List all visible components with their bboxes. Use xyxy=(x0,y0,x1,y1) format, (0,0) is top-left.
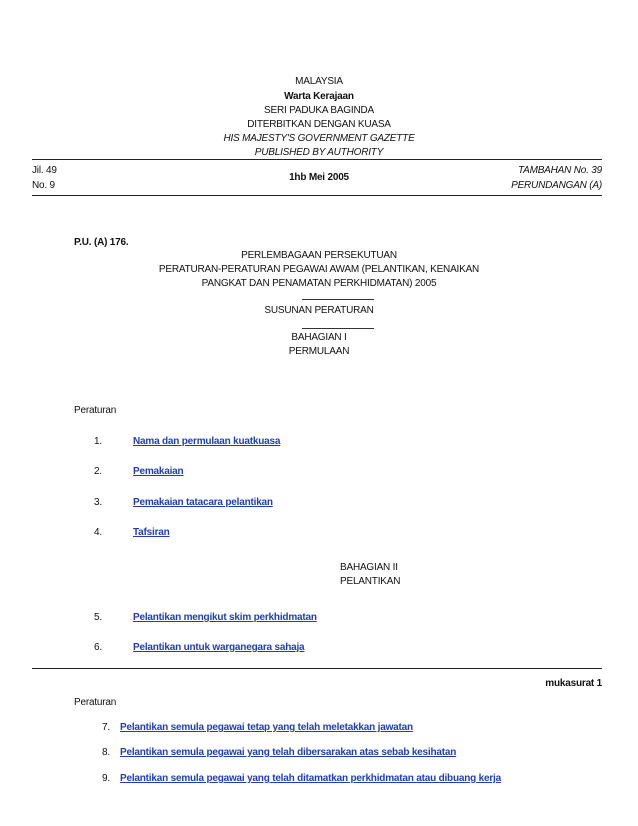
toc-item-number: 9. xyxy=(102,773,110,784)
part-2-name: PELANTIKAN xyxy=(340,576,401,587)
part-1-name: PERMULAAN xyxy=(288,346,350,357)
issue-category: PERUNDANGAN (A) xyxy=(511,180,602,191)
issue-date: 1hb Mei 2005 xyxy=(289,172,349,183)
toc-item-number: 2. xyxy=(94,466,102,477)
toc-link-6[interactable]: Pelantikan untuk warganegara sahaja xyxy=(133,642,305,653)
toc-link-9[interactable]: Pelantikan semula pegawai yang telah ditamatkan perkhidmatan atau dibuang kerja xyxy=(120,773,501,784)
toc-link-2[interactable]: Pemakaian xyxy=(133,466,184,477)
toc-link-4[interactable]: Tafsiran xyxy=(133,527,170,538)
document-title-3: PANGKAT DAN PENAMATAN PERKHIDMATAN) 2005 xyxy=(201,278,437,289)
page-break-rule xyxy=(32,668,602,669)
issue-volume: Jil. 49 xyxy=(32,165,57,176)
part-2-heading: BAHAGIAN II xyxy=(340,562,398,573)
toc-link-7[interactable]: Pelantikan semula pegawai tetap yang telah meletakkan jawatan xyxy=(120,722,413,733)
toc-link-5[interactable]: Pelantikan mengikut skim perkhidmatan xyxy=(133,612,317,623)
header-top-rule xyxy=(32,159,602,160)
part-1-heading: BAHAGIAN I xyxy=(291,332,347,343)
toc-link-1[interactable]: Nama dan permulaan kuatkuasa xyxy=(133,436,281,447)
title-divider-2 xyxy=(302,328,374,329)
toc-item-number: 6. xyxy=(94,642,102,653)
toc-item-number: 5. xyxy=(94,612,102,623)
arrangement-heading: SUSUNAN PERATURAN xyxy=(264,305,374,316)
toc-item-number: 3. xyxy=(94,497,102,508)
peraturan-label-page-2: Peraturan xyxy=(74,697,117,708)
masthead-gazette-title: Warta Kerajaan xyxy=(284,91,354,102)
toc-item-number: 8. xyxy=(102,747,110,758)
masthead-line-6: PUBLISHED BY AUTHORITY xyxy=(254,147,384,158)
toc-item-number: 1. xyxy=(94,436,102,447)
masthead-line-4: DITERBITKAN DENGAN KUASA xyxy=(247,119,391,130)
issue-supplement: TAMBAHAN No. 39 xyxy=(517,165,602,176)
document-title-2: PERATURAN-PERATURAN PEGAWAI AWAM (PELANTIKAN, KENAIKAN xyxy=(158,264,480,275)
toc-link-3[interactable]: Pemakaian tatacara pelantikan xyxy=(133,497,273,508)
masthead-line-5: HIS MAJESTY'S GOVERNMENT GAZETTE xyxy=(223,133,415,144)
peraturan-label: Peraturan xyxy=(74,405,117,416)
toc-link-8[interactable]: Pelantikan semula pegawai yang telah dibersarakan atas sebab kesihatan xyxy=(120,747,457,758)
toc-item-number: 7. xyxy=(102,722,110,733)
masthead-line-3: SERI PADUKA BAGINDA xyxy=(264,105,374,116)
document-title-1: PERLEMBAGAAN PERSEKUTUAN xyxy=(241,250,397,261)
masthead-country: MALAYSIA xyxy=(295,76,343,87)
header-bottom-rule xyxy=(32,195,602,196)
toc-item-number: 4. xyxy=(94,527,102,538)
issue-number: No. 9 xyxy=(32,180,55,191)
document-reference: P.U. (A) 176. xyxy=(74,237,129,248)
title-divider-1 xyxy=(302,299,374,300)
page-number-label: mukasurat 1 xyxy=(545,678,602,689)
